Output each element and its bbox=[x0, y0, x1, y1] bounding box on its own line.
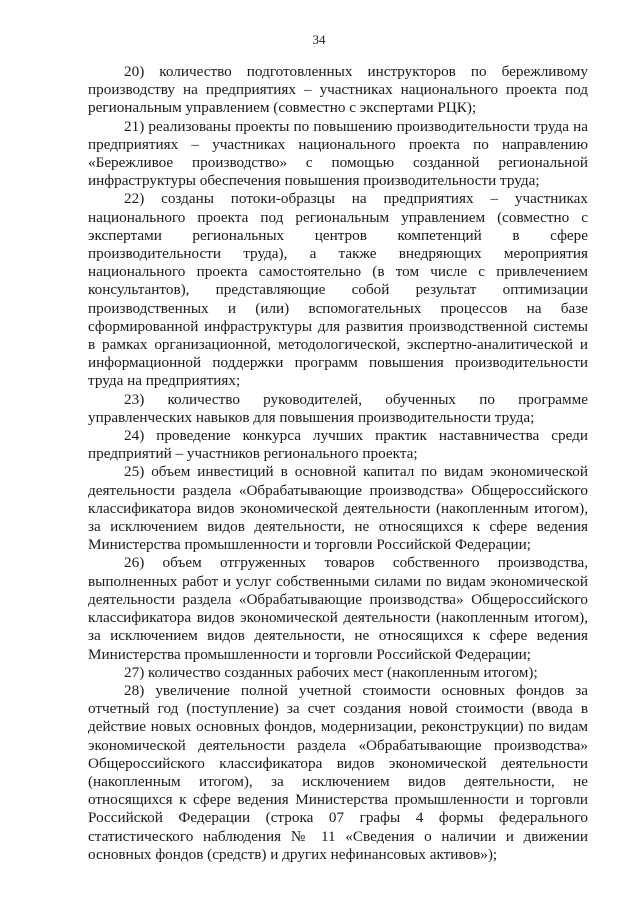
list-item-26: 26) объем отгруженных товаров собственного производства, выполненных работ и услуг собственными силами по видам экономической деятельности раздела «Обрабатывающие производства» Общероссийского классификатора видов экономической деятельности (накопленным итогом), за исключением видов деятельности, не относящихся к сфере ведения Министерства промышленности и торговли Российской Федерации; bbox=[88, 554, 588, 663]
list-item-21: 21) реализованы проекты по повышению производительности труда на предприятиях – участниках национального проекта по направлению «Бережливое производство» с помощью созданной региональной инфраструктуры обеспечения повышения производительности труда; bbox=[88, 117, 588, 190]
page-number: 34 bbox=[312, 32, 326, 47]
list-item-23: 23) количество руководителей, обученных по программе управленческих навыков для повышения производительности труда; bbox=[88, 390, 588, 426]
list-item-28: 28) увеличение полной учетной стоимости основных фондов за отчетный год (поступление) за счет создания новой стоимости (ввода в действие новых основных фондов, модернизации, реконструкции) по видам экономической деятельности раздела «Обрабатывающие производства» Общероссийского классификатора видов экономической деятельности (накопленным итогом), за исключением видов деятельности, не относящихся к сфере ведения Министерства промышленности и торговли Российской Федерации (строка 07 графы 4 формы федерального статистического наблюдения № 11 «Сведения о наличии и движении основных фондов (средств) и других нефинансовых активов»); bbox=[88, 681, 588, 863]
list-item-25: 25) объем инвестиций в основной капитал по видам экономической деятельности раздела «Обрабатывающие производства» Общероссийского классификатора видов экономической деятельности (накопленным итогом), за исключением видов деятельности, не относящихся к сфере ведения Министерства промышленности и торговли Российской Федерации; bbox=[88, 463, 588, 554]
list-item-20: 20) количество подготовленных инструкторов по бережливому производству на предприятиях – участниках национального проекта под региональным управлением (совместно с экспертами РЦК); bbox=[88, 63, 588, 117]
list-item-27: 27) количество созданных рабочих мест (накопленным итогом); bbox=[124, 663, 538, 681]
document-body bbox=[88, 63, 588, 864]
list-item-24: 24) проведение конкурса лучших практик наставничества среди предприятий – участников регионального проекта; bbox=[88, 427, 588, 463]
list-item-22: 22) созданы потоки-образцы на предприятиях – участниках национального проекта под региональным управлением (совместно с экспертами региональных центров компетенций в сфере производительности труда), а также внедряющих мероприятия национального проекта самостоятельно (в том числе с привлечением консультантов), представляющие собой результат оптимизации производственных и (или) вспомогательных процессов на базе сформированной инфраструктуры для развития производственной системы в рамках организационной, методологической, экспертно-аналитической и информационной поддержки программ повышения производительности труда на предприятиях; bbox=[88, 190, 588, 390]
